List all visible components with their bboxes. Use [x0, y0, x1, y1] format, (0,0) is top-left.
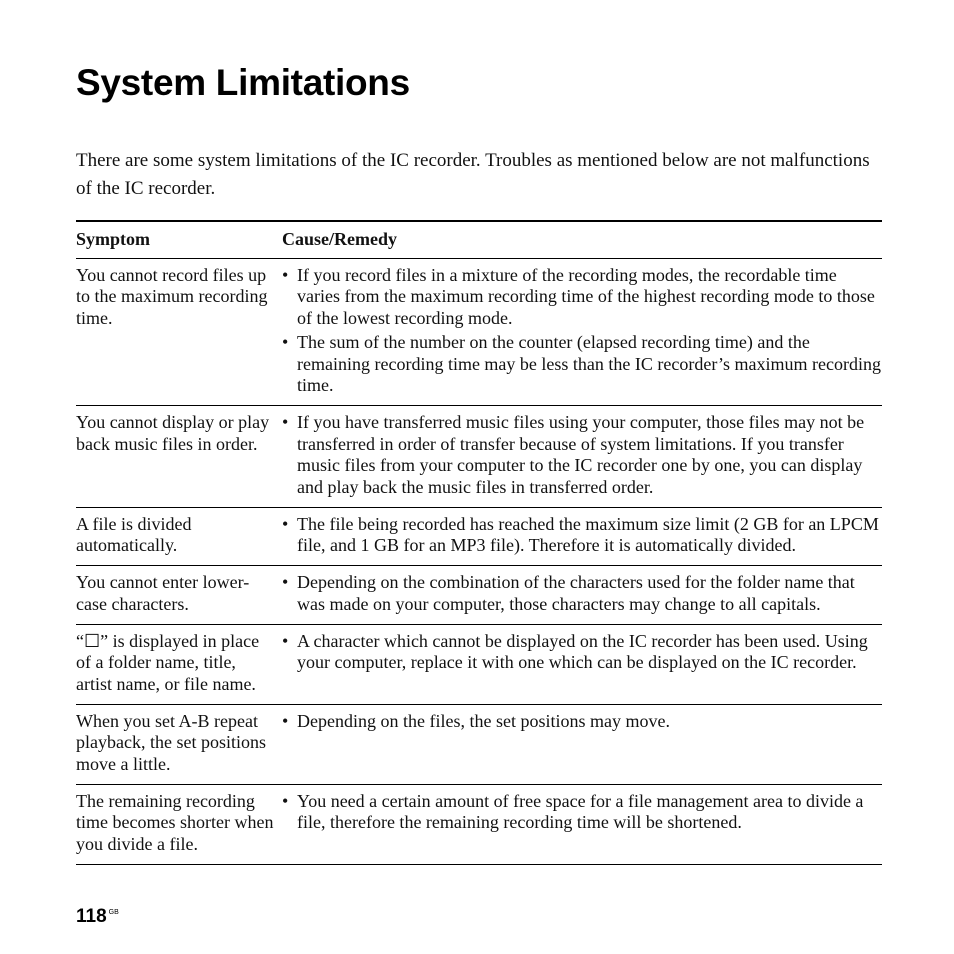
table-row	[76, 507, 882, 565]
table-row	[76, 258, 882, 405]
remedy-cell	[282, 258, 882, 405]
table-body	[76, 258, 882, 864]
symptom-cell: You cannot display or play back music files in order.	[76, 405, 282, 507]
page-number	[76, 906, 119, 928]
page-title: System Limitations	[76, 62, 410, 103]
symptom-cell: You cannot record files up to the maximum recording time.	[76, 258, 282, 405]
remedy-item: • Depending on the combination of the characters used for the folder name that was made on your computer, those characters may change to all capitals.	[282, 572, 882, 615]
remedy-list	[282, 791, 882, 834]
remedy-cell	[282, 624, 882, 704]
symptom-cell: You cannot enter lower-case characters.	[76, 566, 282, 624]
page-number-value: 118	[76, 906, 107, 927]
remedy-cell	[282, 566, 882, 624]
remedy-item: • The file being recorded has reached the maximum size limit (2 GB for an LPCM file, and 1 GB for an MP3 file). Therefore it is automatically divided.	[282, 514, 882, 557]
table-row	[76, 566, 882, 624]
symptom-cell: A file is divided automatically.	[76, 507, 282, 565]
remedy-item: • If you record files in a mixture of the recording modes, the recordable time varies from the maximum recording time of the highest recording mode to those of the lowest recording mode.	[282, 265, 882, 330]
remedy-list	[282, 412, 882, 499]
symptom-cell: “☐” is displayed in place of a folder name, title, artist name, or file name.	[76, 624, 282, 704]
remedy-list	[282, 711, 882, 733]
remedy-cell	[282, 507, 882, 565]
remedy-list	[282, 631, 882, 674]
remedy-item: • If you have transferred music files using your computer, those files may not be transferred in order of transfer because of system limitations. If you transfer music files from your computer to the IC recorder one by one, you can display and play back the music files in transferred order.	[282, 412, 882, 499]
table-row	[76, 704, 882, 784]
symptom-cell: The remaining recording time becomes shorter when you divide a file.	[76, 784, 282, 864]
remedy-list	[282, 572, 882, 615]
limitations-table	[76, 220, 882, 865]
remedy-item: • A character which cannot be displayed on the IC recorder has been used. Using your computer, replace it with one which can be displayed on the IC recorder.	[282, 631, 882, 674]
remedy-list	[282, 514, 882, 557]
symptom-cell: When you set A-B repeat playback, the set positions move a little.	[76, 704, 282, 784]
region-code: GB	[108, 909, 119, 916]
remedy-cell	[282, 784, 882, 864]
remedy-cell	[282, 704, 882, 784]
header-symptom: Symptom	[76, 221, 282, 258]
header-cause-remedy: Cause/Remedy	[282, 221, 882, 258]
table-row	[76, 784, 882, 864]
table-row	[76, 624, 882, 704]
remedy-item: • You need a certain amount of free space for a file management area to divide a file, therefore the remaining recording time will be shortened.	[282, 791, 882, 834]
table-row	[76, 405, 882, 507]
remedy-list	[282, 265, 882, 397]
intro-paragraph: There are some system limitations of the IC recorder. Troubles as mentioned below are not malfunctions of the IC recorder.	[76, 150, 870, 199]
table-header	[76, 221, 882, 258]
table-header-row	[76, 221, 882, 258]
remedy-item: • The sum of the number on the counter (elapsed recording time) and the remaining recording time may be less than the IC recorder’s maximum recording time.	[282, 332, 882, 397]
remedy-cell	[282, 405, 882, 507]
remedy-item: • Depending on the files, the set positions may move.	[282, 711, 882, 733]
